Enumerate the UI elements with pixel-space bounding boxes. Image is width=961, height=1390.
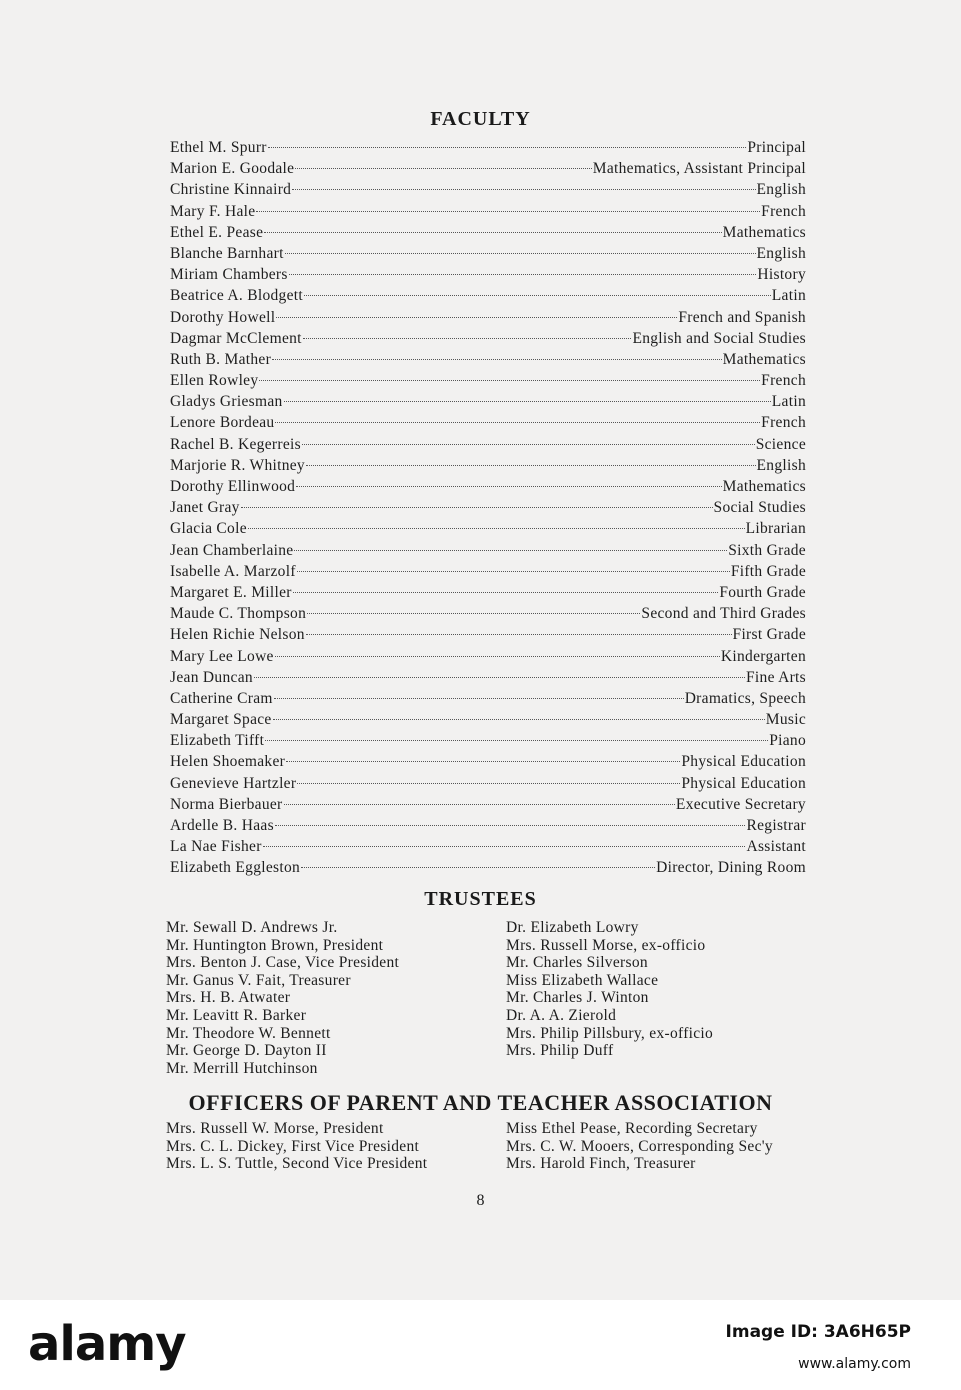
trustee-entry: Mr. George D. Dayton II [166,1042,327,1060]
trustee-entry: Mrs. Benton J. Case, Vice President [166,954,400,972]
faculty-name: Norma Bierbauer [170,795,283,813]
faculty-role: English [756,456,806,474]
faculty-name: Catherine Cram [170,689,273,707]
faculty-name: Miriam Chambers [170,266,288,284]
dot-leader [273,719,765,720]
faculty-row [170,582,806,603]
faculty-heading: FACULTY [430,108,531,130]
pta-officer-entry: Miss Ethel Pease, Recording Secretary [506,1120,758,1137]
dot-leader [259,380,760,381]
dot-leader [284,804,675,805]
faculty-role: Dramatics, Speech [684,689,806,707]
faculty-row [170,603,806,624]
faculty-row [170,730,806,751]
faculty-role: French and Spanish [678,308,806,326]
dot-leader [265,740,768,741]
faculty-role: French [761,372,806,390]
dot-leader [293,592,719,593]
pta-officer-entry: Mrs. Russell W. Morse, President [166,1120,384,1137]
faculty-name: Jean Duncan [170,668,253,686]
faculty-row [170,836,806,857]
faculty-name: Helen Shoemaker [170,753,286,771]
dot-leader [241,507,713,508]
dot-leader [284,401,771,402]
faculty-role: Mathematics [722,350,806,368]
faculty-row [170,476,806,497]
faculty-row [170,540,806,561]
dot-leader [256,211,760,212]
trustee-entry: Mrs. Russell Morse, ex-officio [506,936,706,954]
pta-right-column [506,1120,773,1173]
trustee-entry: Mrs. Philip Pillsbury, ex-officio [506,1024,714,1042]
dot-leader [294,550,727,551]
dot-leader [307,613,640,614]
pta-officer-entry: Mrs. C. W. Mooers, Corresponding Sec'y [506,1137,773,1155]
faculty-role: French [761,202,806,220]
faculty-name: Maude C. Thompson [170,605,307,623]
faculty-row [170,667,806,688]
faculty-row [170,285,806,306]
page-number: 8 [476,1192,485,1209]
faculty-name: Glacia Cole [170,520,247,538]
dot-leader [306,634,732,635]
faculty-role: Kindergarten [720,647,806,665]
faculty-role: Mathematics [722,223,806,241]
faculty-role: Director, Dining Room [656,859,806,877]
faculty-role: English and Social Studies [632,329,806,347]
pta-officer-entry: Mrs. Harold Finch, Treasurer [506,1155,696,1173]
faculty-role: Librarian [745,520,806,538]
dot-leader [276,317,677,318]
dot-leader [303,338,632,339]
faculty-row [170,179,806,200]
faculty-role: Sixth Grade [728,541,806,559]
faculty-role: English [756,244,806,262]
pta-heading: OFFICERS OF PARENT AND TEACHER ASSOCIATION [188,1090,773,1115]
trustees-heading: TRUSTEES [424,888,537,910]
trustee-entry: Mr. Merrill Hutchinson [166,1059,318,1077]
faculty-name: Christine Kinnaird [170,181,292,199]
trustee-entry: Mr. Sewall D. Andrews Jr. [166,919,338,936]
faculty-name: Elizabeth Tifft [170,732,265,750]
faculty-row [170,201,806,222]
trustee-entry: Mrs. H. B. Atwater [166,989,291,1007]
faculty-list [170,137,806,879]
dot-leader [296,486,721,487]
pta-officer-entry: Mrs. L. S. Tuttle, Second Vice President [166,1155,428,1173]
dot-leader [275,825,746,826]
dot-leader [275,656,720,657]
trustee-entry: Dr. A. A. Zierold [506,1006,617,1024]
trustee-entry: Miss Elizabeth Wallace [506,971,659,989]
pta-left-column [166,1120,427,1173]
faculty-name: Ellen Rowley [170,372,259,390]
faculty-role: Executive Secretary [675,795,806,813]
dot-leader [289,274,757,275]
faculty-name: Dorothy Howell [170,308,276,326]
faculty-name: Mary Lee Lowe [170,647,274,665]
faculty-row [170,773,806,794]
trustees-right-column [506,919,713,1060]
faculty-role: Social Studies [713,499,806,517]
site-url: www.alamy.com [798,1356,911,1372]
faculty-name: Blanche Barnhart [170,244,284,262]
dot-leader [297,783,680,784]
faculty-row [170,349,806,370]
dot-leader [306,465,756,466]
faculty-name: Helen Richie Nelson [170,626,305,644]
image-id-label: Image ID: 3A6H65P [725,1322,911,1342]
trustee-entry: Mr. Charles Silverson [506,954,648,972]
faculty-name: Dagmar McClement [170,329,302,347]
dot-leader [292,189,755,190]
trustee-entry: Mr. Leavitt R. Barker [166,1006,307,1024]
faculty-name: Beatrice A. Blodgett [170,287,303,305]
trustee-entry: Mrs. Philip Duff [506,1042,614,1060]
faculty-name: Janet Gray [170,499,240,517]
faculty-row [170,137,806,158]
faculty-role: Physical Education [681,774,806,792]
faculty-row [170,455,806,476]
dot-leader [286,761,680,762]
trustee-entry: Mr. Huntington Brown, President [166,936,384,954]
trustee-entry: Mr. Charles J. Winton [506,989,649,1007]
faculty-row [170,307,806,328]
faculty-role: History [757,266,806,284]
faculty-row [170,709,806,730]
faculty-row [170,434,806,455]
faculty-row [170,561,806,582]
faculty-name: Ardelle B. Haas [170,817,274,834]
faculty-role: Principal [747,139,806,156]
faculty-name: Jean Chamberlaine [170,541,294,559]
dot-leader [264,232,721,233]
faculty-name: Genevieve Hartzler [170,774,297,792]
faculty-role: Latin [771,393,806,411]
faculty-name: Isabelle A. Marzolf [170,562,296,580]
faculty-row [170,243,806,264]
faculty-name: Ruth B. Mather [170,350,272,368]
faculty-row [170,794,806,815]
faculty-role: Piano [769,732,806,750]
faculty-row [170,391,806,412]
faculty-role: Registrar [746,817,806,834]
faculty-role: Fifth Grade [730,562,806,580]
faculty-name: Margaret Space [170,711,272,729]
faculty-name: Margaret E. Miller [170,583,292,601]
faculty-row [170,412,806,433]
faculty-row [170,264,806,285]
faculty-row [170,158,806,179]
faculty-row [170,815,806,836]
faculty-role: Fine Arts [746,668,806,686]
faculty-name: Lenore Bordeau [170,414,275,432]
faculty-role: Assistant [746,838,806,856]
faculty-row [170,518,806,539]
faculty-name: La Nae Fisher [170,838,262,856]
faculty-role: Latin [771,287,806,305]
dot-leader [248,528,745,529]
trustee-entry: Mr. Theodore W. Bennett [166,1024,331,1042]
faculty-role: English [756,181,806,199]
dot-leader [302,444,755,445]
faculty-row [170,370,806,391]
faculty-row [170,751,806,772]
faculty-name: Rachel B. Kegerreis [170,435,301,453]
faculty-name: Marjorie R. Whitney [170,456,305,474]
dot-leader [263,846,746,847]
trustee-entry: Dr. Elizabeth Lowry [506,919,639,936]
faculty-role: Music [765,711,806,729]
faculty-row [170,688,806,709]
faculty-row [170,328,806,349]
faculty-role: First Grade [732,626,806,644]
faculty-row [170,646,806,667]
faculty-role: Second and Third Grades [641,605,806,623]
faculty-name: Ethel E. Pease [170,223,264,241]
dot-leader [297,571,730,572]
trustees-left-column [166,919,399,1077]
faculty-name: Dorothy Ellinwood [170,478,296,495]
faculty-name: Gladys Griesman [170,393,283,411]
dot-leader [304,295,771,296]
faculty-name: Marion E. Goodale [170,160,295,178]
trustee-entry: Mr. Ganus V. Fait, Treasurer [166,971,351,989]
faculty-name: Ethel M. Spurr [170,139,267,156]
faculty-row [170,222,806,243]
faculty-role: Mathematics, Assistant Principal [592,160,806,178]
faculty-name: Mary F. Hale [170,202,256,220]
dot-leader [254,677,745,678]
alamy-logo: alamy [28,1316,186,1372]
dot-leader [295,168,591,169]
faculty-name: Elizabeth Eggleston [170,859,301,877]
dot-leader [268,147,747,148]
stock-footer-bar [0,1300,961,1390]
faculty-role: Physical Education [681,753,806,771]
dot-leader [275,422,760,423]
dot-leader [285,253,756,254]
faculty-row [170,497,806,518]
dot-leader [301,867,655,868]
faculty-role: Fourth Grade [719,583,806,601]
faculty-role: Science [755,435,806,453]
dot-leader [272,359,722,360]
faculty-row [170,624,806,645]
faculty-row [170,857,806,878]
dot-leader [274,698,684,699]
faculty-role: Mathematics [722,478,806,495]
pta-officer-entry: Mrs. C. L. Dickey, First Vice President [166,1137,420,1155]
faculty-role: French [761,414,806,432]
